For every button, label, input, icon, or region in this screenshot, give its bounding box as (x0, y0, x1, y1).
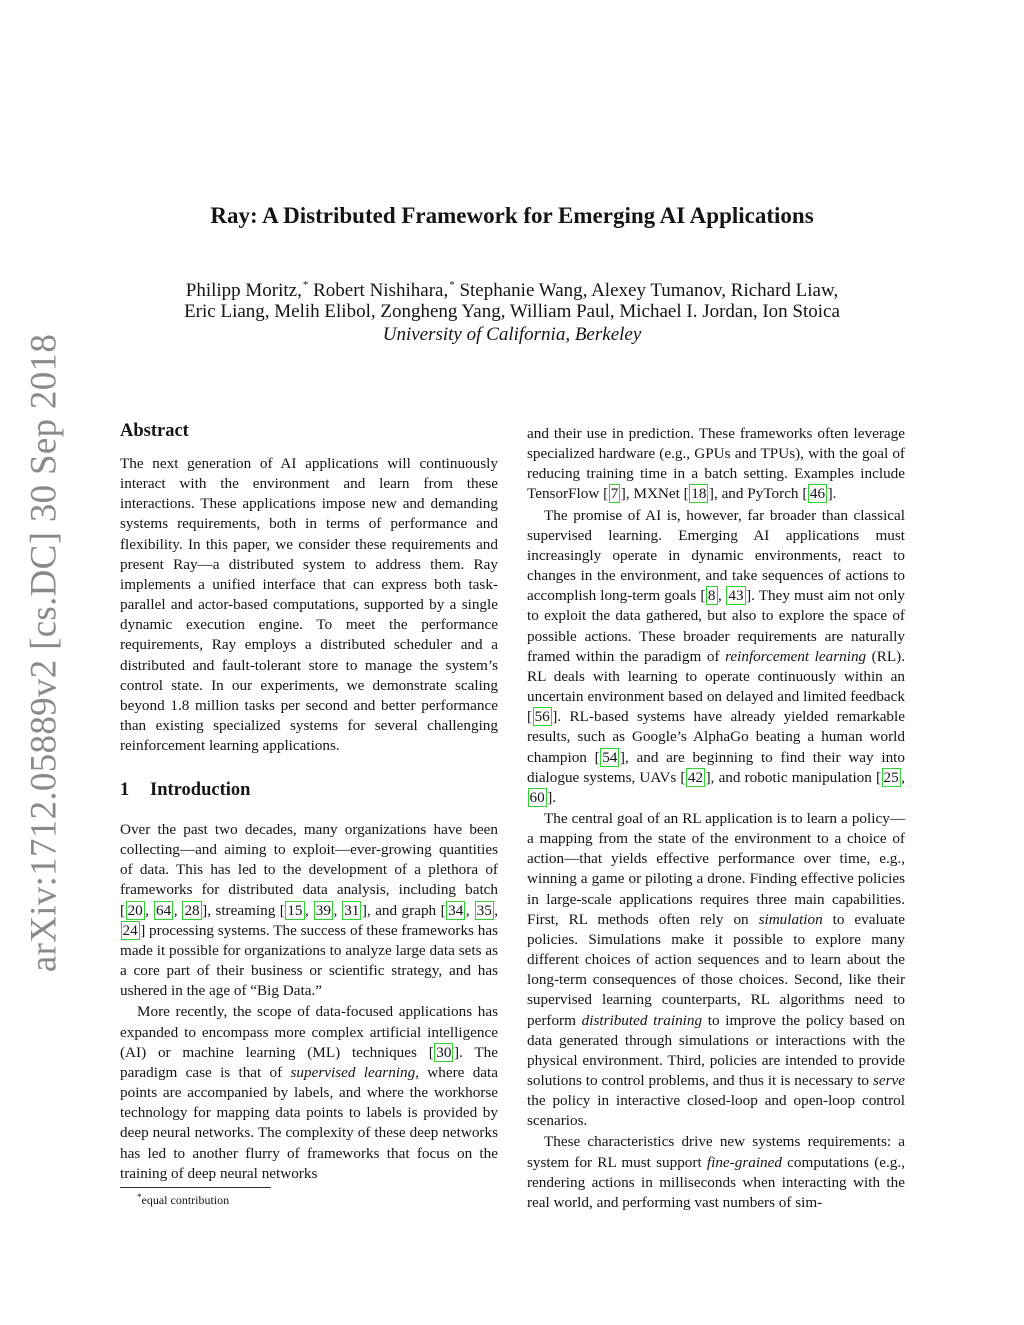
text-run: the policy in interactive closed-loop and open-loop control scenarios. (527, 1092, 905, 1130)
author-nishihara: Robert Nishihara, (308, 280, 449, 301)
text-run: . The paradigm case is that of (120, 1043, 498, 1081)
text-run: The promise of AI is, however, far broader than classical supervised learning. Emerging AI applications must increasingly operate in dynamic environments, react to changes in the environment, and take sequences of actions to accomplish long-term goals (527, 506, 905, 605)
paragraph (527, 809, 905, 1132)
text-run: , MXNet (625, 485, 684, 503)
citation-group: [ 7 ] (603, 485, 626, 503)
text-run: The central goal of an RL application is to learn a policy—a mapping from the state of the environment to a choice of action—that yields effective performance over time, e.g., winning a game or piloting a drone. Finding effective policies in large-scale applications requires three main capabilities. First, RL methods often rely on (527, 809, 905, 928)
intro-left-column (120, 820, 498, 1184)
citation-group: [ 25 , 60 ] (529, 768, 906, 806)
affiliation: University of California, Berkeley (382, 324, 642, 345)
author-list-line-2: Eric Liang, Melih Elibol, Zongheng Yang, William Paul, Michael I. Jordan, Ion Stoica (184, 301, 840, 322)
citation-link[interactable]: 18 (691, 485, 707, 503)
citation-group: [ 34 , 35 , 24 ] (122, 901, 499, 939)
footnote-text: equal contribution (141, 1193, 230, 1207)
author-moritz: Philipp Moritz, (185, 280, 302, 301)
citation-link[interactable]: 35 (476, 901, 492, 919)
abstract-column (120, 454, 498, 756)
citation-link[interactable]: 46 (809, 485, 826, 503)
citation-group: [ 20 , 64 , 28 ] (120, 901, 208, 919)
section-heading-introduction (120, 780, 250, 801)
citation-link[interactable]: 31 (344, 901, 360, 919)
emphasis: reinforcement learning (725, 647, 867, 665)
citation-link[interactable]: 42 (687, 768, 704, 786)
text-run: . (832, 485, 837, 503)
section-title: Introduction (150, 780, 251, 800)
text-run: , and PyTorch (713, 485, 803, 503)
emphasis: simulation (758, 910, 823, 928)
arxiv-id[interactable]: arXiv:1712.05889v2 [cs.DC] 30 Sep 2018 (23, 333, 65, 973)
text-run: , and are beginning to find their way into dialogue systems, UAVs (527, 748, 905, 786)
citation-link[interactable]: 34 (448, 901, 464, 919)
emphasis: serve (872, 1072, 905, 1089)
text-run: , where data points are accompanied by labels, and where the workhorse technology for mapping data points to labels is provided by deep neural networks. The complexity of these deep networks has led to another flurry of frameworks that focus on the training of deep neural networks (120, 1063, 498, 1182)
paragraph (120, 820, 498, 1001)
citation-link[interactable]: 7 (610, 485, 619, 503)
citation-group: [ 15 , 39 , 31 ] (279, 901, 367, 919)
paper-title: Ray: A Distributed Framework for Emerging AI Applications (210, 203, 814, 228)
paragraph (120, 1002, 498, 1183)
section-number: 1 (120, 780, 130, 800)
text-run: . They must aim not only to exploit the data gathered, but also to explore the space of possible actions. These broader requirements are naturally framed within the paradigm of (527, 587, 906, 665)
text-run: to improve the policy based on data generated through simulations or interactions with the physical environment. Third, policies are intended to provide solutions to control problems, and thus it is necessary to (527, 1011, 905, 1089)
citation-link[interactable]: 8 (707, 587, 716, 605)
text-run: Over the past two decades, many organizations have been collecting—and aiming to exploit—ever-growing quantities of data. This has led to the development of a plethora of frameworks for distributed data analysis, including batch (120, 821, 498, 899)
equal-contribution-mark[interactable]: * (302, 279, 309, 291)
author-list-rest: Stephanie Wang, Alexey Tumanov, Richard Liaw, (454, 280, 839, 301)
citation-group: [ 8 , 43 ] (700, 587, 752, 605)
citation-link[interactable]: 15 (287, 901, 303, 919)
citation-link[interactable]: 60 (529, 788, 545, 806)
citation-link[interactable]: 20 (127, 901, 143, 919)
equal-contribution-mark[interactable]: * (449, 279, 455, 291)
citation-link[interactable]: 24 (122, 921, 138, 939)
citation-group: [ 18 ] (683, 485, 714, 503)
right-column (527, 424, 905, 1213)
citation-link[interactable]: 28 (184, 901, 200, 919)
citation-link[interactable]: 64 (156, 901, 172, 919)
citation-link[interactable]: 25 (883, 768, 899, 786)
footnote-mark: * (137, 1192, 142, 1202)
text-run: . RL-based systems have already yielded remarkable results, such as Google’s AlphaGo beating a human world champion (527, 708, 905, 766)
text-run: , streaming (207, 901, 280, 919)
text-run: computations (e.g., rendering actions in milliseconds when interacting with the real world, and performing vast numbers of sim- (527, 1153, 905, 1211)
emphasis: supervised learning (290, 1063, 416, 1081)
citation-group: [ 54 ] (594, 748, 625, 766)
text-run: . (552, 788, 557, 806)
footnote-rule (120, 1187, 271, 1188)
text-run: processing systems. The success of these frameworks has made it possible for organizations to analyze large data sets as a core part of their business or scientific strategy, and has ushered in the age of “Big Data.” (120, 921, 498, 1000)
text-run: (RL). RL deals with learning to operate continuously within an uncertain environment based on delayed and limited feedback (527, 647, 905, 706)
citation-link[interactable]: 56 (534, 708, 550, 726)
text-run: More recently, the scope of data-focused applications has expanded to encompass more complex artificial intelligence (AI) or machine learning (ML) techniques (120, 1003, 498, 1061)
abstract-text: The next generation of AI applications will continuously interact with the environment and learn from these interactions. These applications impose new and demanding systems requirements, both in terms of performance and flexibility. In this paper, we consider these requirements and present Ray—a distributed system to address them. Ray implements a unified interface that can express both task-parallel and actor-based computations, supported by a single dynamic execution engine. To meet the performance requirements, Ray employs a distributed scheduler and a distributed and fault-tolerant store to manage the system’s control state. In our experiments, we demonstrate scaling beyond 1.8 million tasks per second and better performance than existing specialized systems for several challenging reinforcement learning applications. (120, 455, 498, 755)
citation-link[interactable]: 54 (602, 748, 618, 766)
citation-group: [ 42 ] (680, 768, 711, 786)
paragraph (527, 424, 905, 505)
citation-link[interactable]: 39 (315, 901, 331, 919)
paragraph (527, 506, 905, 808)
paragraph (527, 1132, 905, 1213)
text-run: and their use in prediction. These frameworks often leverage specialized hardware (e.g., GPUs and TPUs), with the goal of reducing training time in a batch setting. Examples include TensorFlow (527, 425, 905, 503)
abstract-heading: Abstract (120, 421, 189, 441)
text-run: These characteristics drive new systems requirements: a system for RL must support (527, 1133, 905, 1171)
text-run: to evaluate policies. Simulations make it possible to explore many different choices of action sequences and to learn about the long-term consequences of those choices. Second, like their supervised learning counterparts, RL algorithms need to perform (527, 910, 905, 1029)
author-list-line-1 (0, 279, 1024, 302)
text-run: , and graph (366, 901, 441, 919)
text-run: , and robotic manipulation (710, 768, 876, 786)
footnote (137, 1192, 229, 1208)
citation-group: [ 30 ] (428, 1043, 460, 1061)
citation-group: [ 46 ] (802, 485, 833, 503)
citation-group: [ 56 ] (527, 708, 558, 726)
citation-link[interactable]: 43 (728, 587, 744, 605)
citation-link[interactable]: 30 (436, 1043, 452, 1061)
emphasis: fine-grained (706, 1153, 782, 1171)
emphasis: distributed training (581, 1011, 703, 1029)
